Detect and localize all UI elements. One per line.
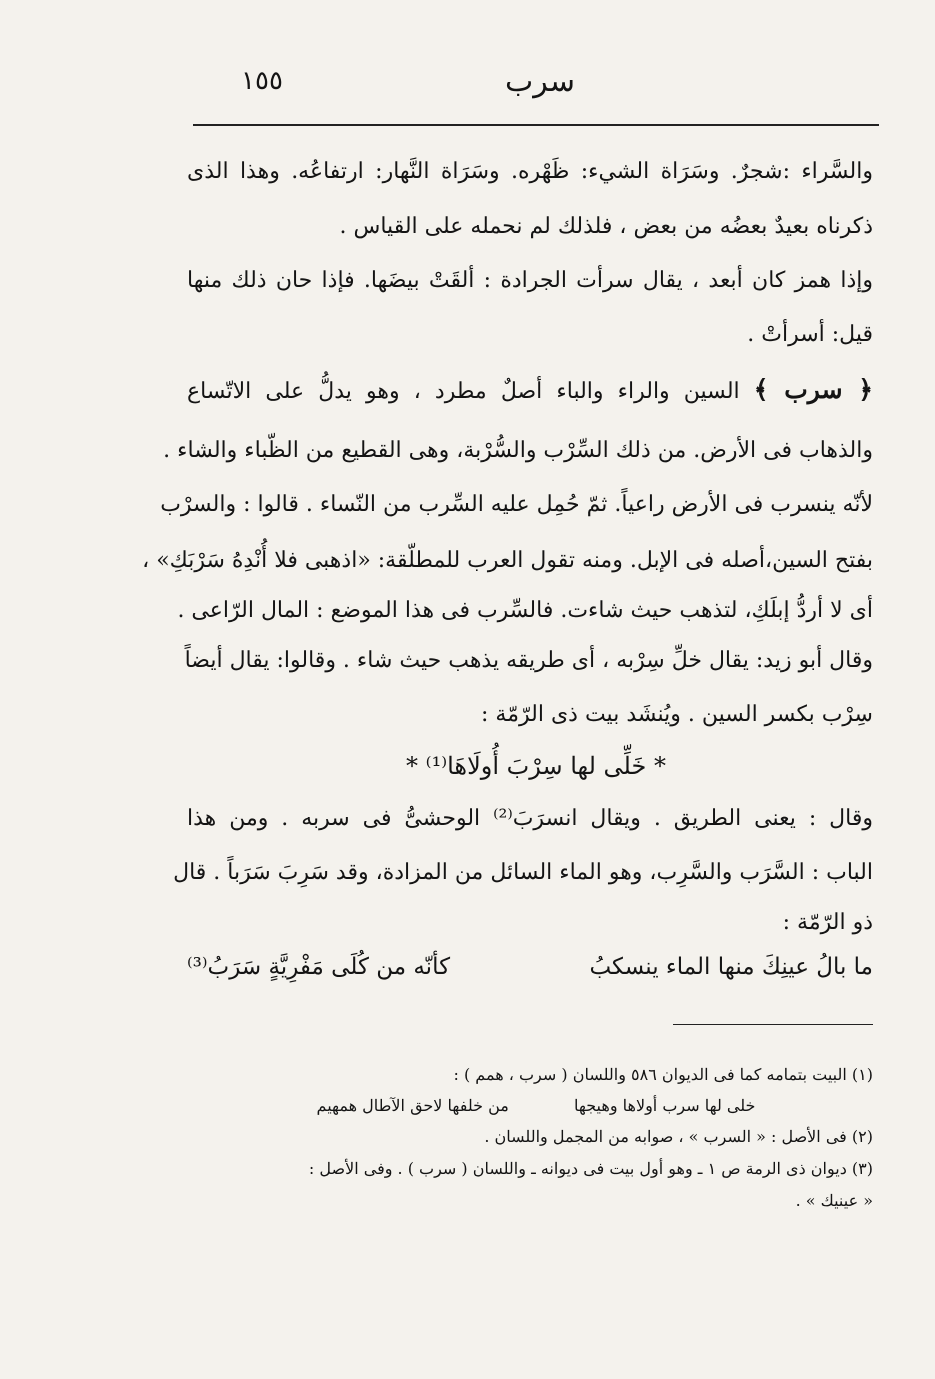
body-line: الباب : السَّرَب والسَّرِب، وهو الماء السائل من المزادة، وقد سَرِبَ سَرَباً . قال (173, 860, 873, 885)
footnote-2: (٢) فى الأصل : « السرب » ، صوابه من المجمل واللسان . (484, 1127, 873, 1146)
footnote-verse-second: من خلفها لاحق الآطال همهيم (316, 1096, 509, 1115)
header-rule (193, 124, 879, 126)
footnote-1-verse (193, 1096, 879, 1115)
page-number: ١٥٥ (241, 66, 283, 96)
entry-first-text: السين والراء والباء أصلٌ مطرد ، وهو يدلُّ على الاتّساع (187, 379, 740, 404)
footnote-rule (673, 1024, 873, 1025)
footnote-verse-first: خلى لها سرب أولاها وهيجها (573, 1096, 756, 1115)
body-line: والذهاب فى الأرض. من ذلك السِّرْب والسُّرْبة، وهى القطيع من الظّباء والشاء . (163, 438, 873, 463)
verse-second-hemistich: كأنّه من كُلَى مَفْرِيَّةٍ سَرَبُ⁽³⁾ (187, 954, 451, 980)
body-line: ذكرناه بعيدٌ بعضُه من بعض ، فلذلك لم نحمله على القياس . (339, 214, 873, 239)
body-line: أى لا أردُّ إبلَكِ، لتذهب حيث شاءت. فالسِّرب فى هذا الموضع : المال الرّاعى . (177, 598, 873, 623)
body-line: وإذا همز كان أبعد ، يقال سرأت الجرادة : ألقَتْ بيضَها. فإذا حان ذلك منها (187, 268, 873, 293)
footnote-1: (١) البيت بتمامه كما فى الديوان ٥٨٦ واللسان ( سرب ، همم ) : (453, 1065, 873, 1084)
footnote-3: (٣) ديوان ذى الرمة ص ١ ـ وهو أول بيت فى ديوانه ـ واللسان ( سرب ) . وفى الأصل : (308, 1159, 873, 1178)
entry-first-line (187, 375, 873, 407)
entry-root-heading: ﴿ سرب ﴾ (753, 375, 874, 404)
body-line: لأنّه ينسرب فى الأرض راعياً. ثمّ حُمِل عليه السِّرب من النّساء . قالوا : والسرْب (160, 492, 873, 517)
body-line: وقال أبو زيد: يقال خلِّ سِرْبه ، أى طريقه يذهب حيث شاء . وقالوا: يقال أيضاً (184, 648, 873, 673)
verse-couplet (187, 954, 873, 980)
body-line: سِرْب بكسر السين . ويُنشَد بيت ذى الرّمّة : (481, 702, 873, 727)
footnote-3-continued: « عينيك » . (795, 1191, 873, 1210)
verse-first-hemistich: ما بالُ عينِكَ منها الماء ينسكبُ (589, 954, 873, 980)
body-line: قيل: أسرأتْ . (747, 322, 873, 347)
running-title: سرب (505, 64, 575, 99)
body-line: ذو الرّمّة : (782, 910, 873, 935)
body-line: بفتح السين،أصله فى الإبل. ومنه تقول العرب للمطلّقة: «اذهبى فلا أُنْدِهُ سَرْبَكِ» ، (142, 548, 873, 573)
body-line: والسَّراء :شجرٌ. وسَرَاة الشيء: ظَهْره. وسَرَاة النَّهار: ارتفاعُه. وهذا الذى (187, 159, 873, 184)
verse-quotation: * خَلِّى لها سِرْبَ أُولَاهَا⁽¹⁾ * (406, 752, 666, 780)
body-line: وقال : يعنى الطريق . ويقال انسرَبَ⁽²⁾ الوحشىُّ فى سربه . ومن هذا (187, 806, 873, 831)
